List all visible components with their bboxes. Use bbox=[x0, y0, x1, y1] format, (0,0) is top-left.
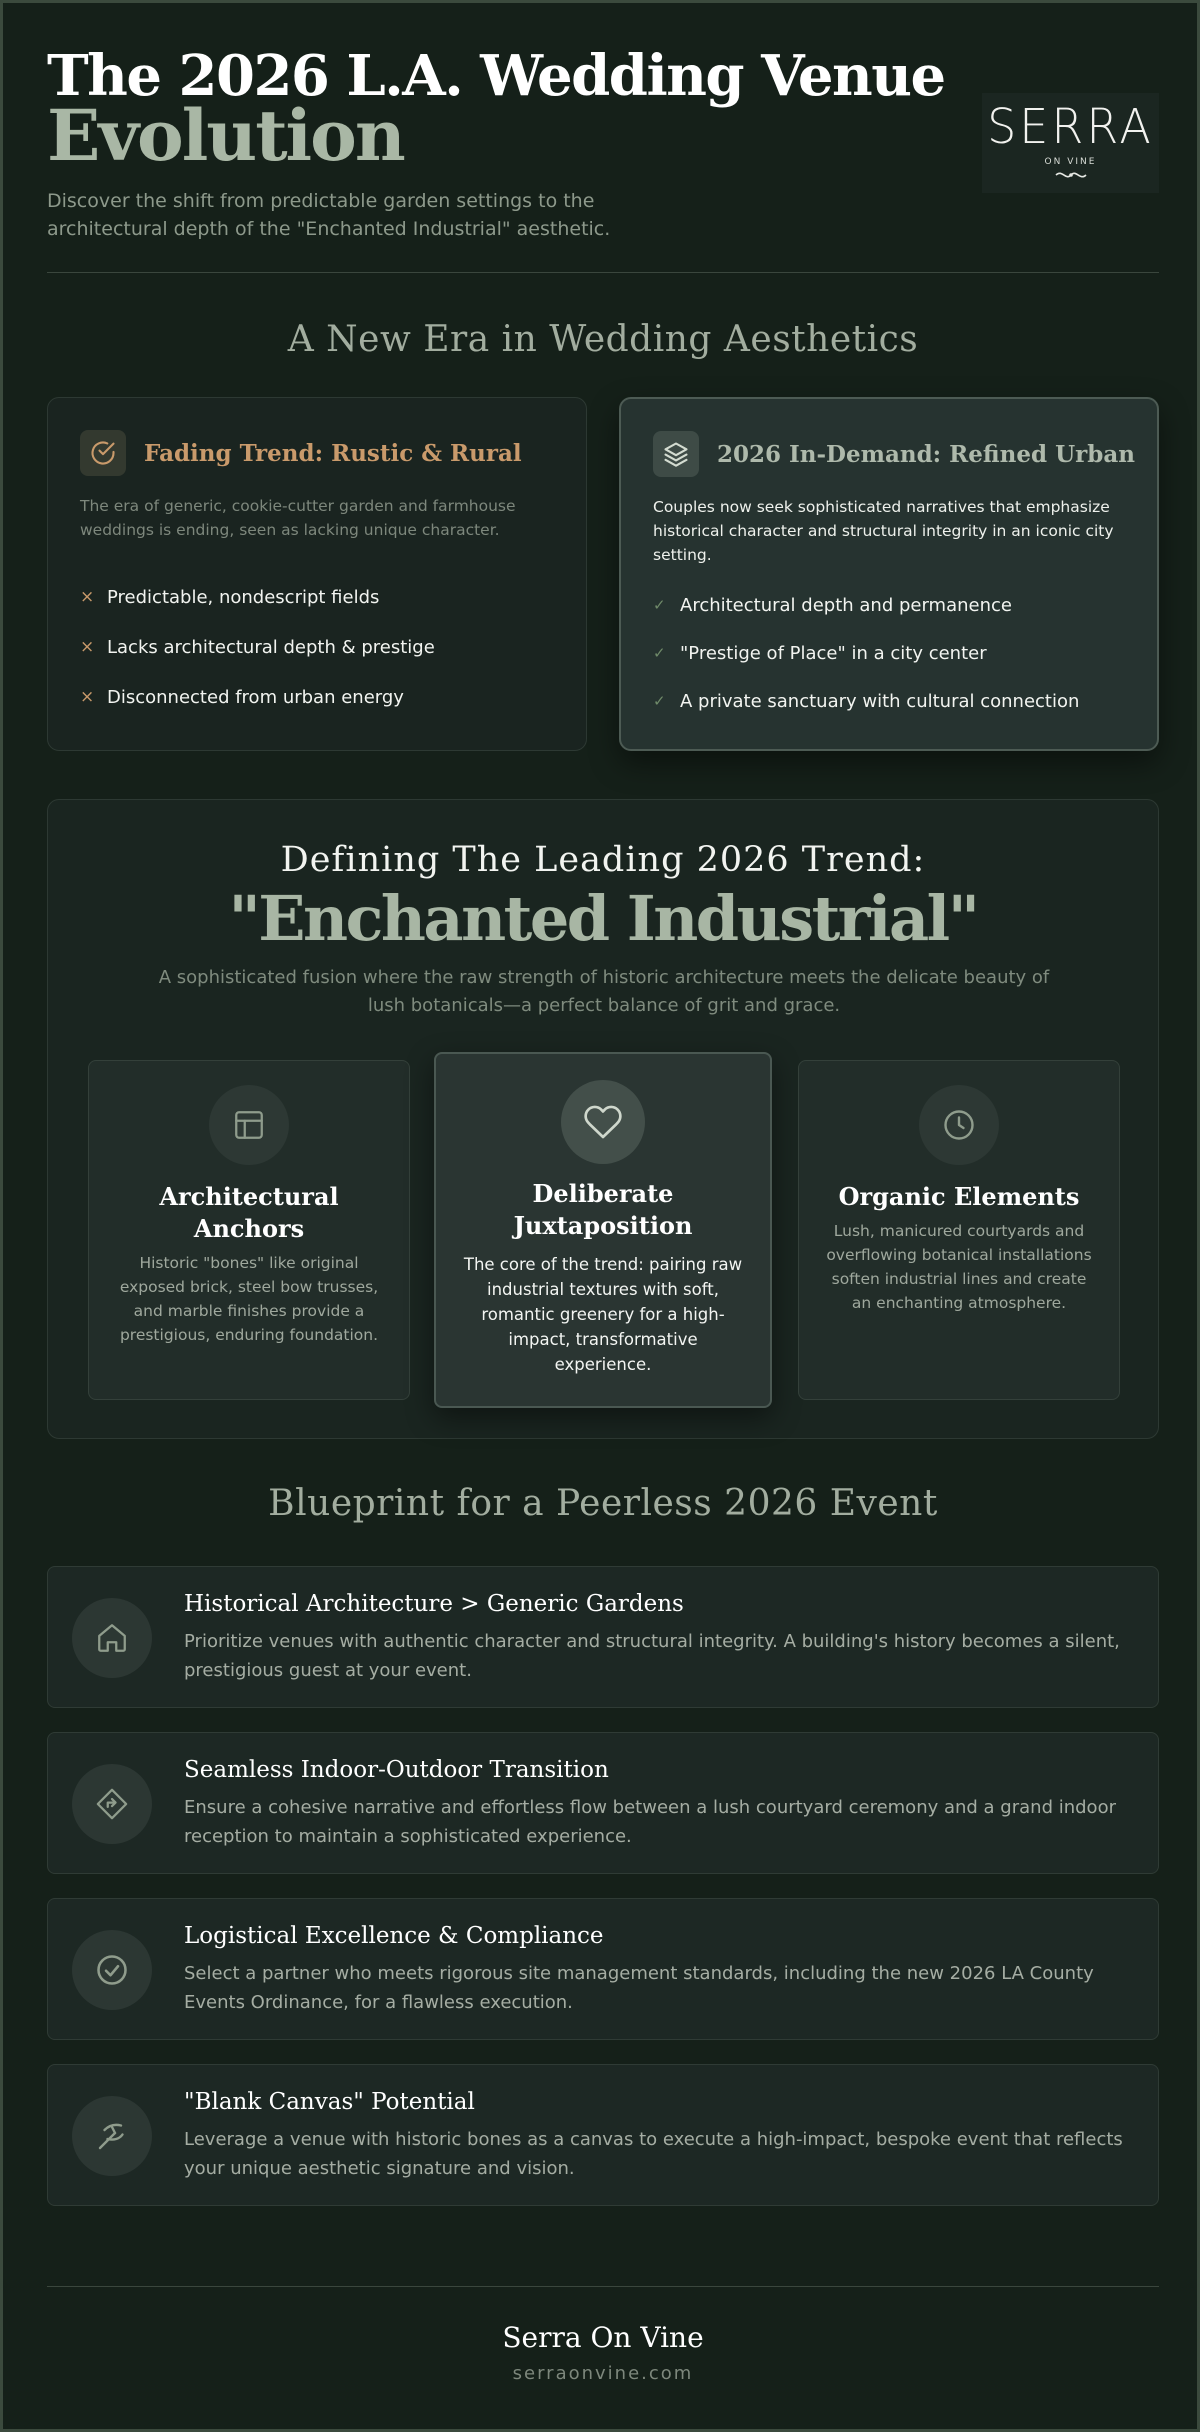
blueprint-item-description: Prioritize venues with authentic character and structural integrity. A building's history becomes a silent, prestigious guest at your event. bbox=[184, 1631, 1120, 1681]
enchanted-industrial-panel bbox=[47, 799, 1159, 1439]
x-icon: × bbox=[80, 637, 95, 657]
urban-trend-card bbox=[619, 397, 1159, 751]
list-item: × Lacks architectural depth & prestige bbox=[80, 636, 435, 658]
list-item: ✓ A private sanctuary with cultural connection bbox=[653, 690, 1080, 712]
logo-wordmark: SERRA bbox=[987, 97, 1154, 155]
urban-trend-description: Couples now seek sophisticated narratives that emphasize historical character and structural integrity in an iconic city setting. bbox=[653, 498, 1114, 564]
urban-trend-list bbox=[653, 581, 1079, 725]
check-circle-icon bbox=[80, 430, 126, 476]
blueprint-section-title: Blueprint for a Peerless 2026 Event bbox=[268, 1483, 938, 1524]
list-item: × Predictable, nondescript fields bbox=[80, 586, 380, 608]
trend-title: "Enchanted Industrial" bbox=[228, 882, 978, 955]
directions-icon bbox=[72, 1764, 152, 1844]
serra-logo bbox=[982, 93, 1159, 193]
divider bbox=[47, 2286, 1159, 2287]
feature-title: Organic Elements bbox=[838, 1182, 1080, 1211]
feature-card-organic bbox=[798, 1060, 1120, 1400]
feature-card-juxtaposition bbox=[434, 1052, 772, 1408]
check-circle-icon bbox=[72, 1930, 152, 2010]
logo-subtext: ON VINE bbox=[1044, 157, 1097, 167]
infographic-page bbox=[3, 3, 1197, 2429]
blueprint-item-description: Leverage a venue with historic bones as a canvas to execute a high-impact, bespoke event that reflects your unique aesthetic signature and vision. bbox=[184, 2129, 1123, 2179]
blueprint-item bbox=[47, 1566, 1159, 1708]
blueprint-item-description: Select a partner who meets rigorous site management standards, including the new 2026 LA County Events Ordinance, for a flawless execution. bbox=[184, 1963, 1094, 2013]
check-icon: ✓ bbox=[653, 596, 666, 614]
header bbox=[47, 41, 1159, 275]
layout-icon bbox=[209, 1085, 289, 1165]
list-item: ✓ "Prestige of Place" in a city center bbox=[653, 642, 987, 664]
blueprint-item-title: Seamless Indoor-Outdoor Transition bbox=[184, 1757, 609, 1783]
blueprint-item bbox=[47, 1732, 1159, 1874]
trend-kicker: Defining The Leading 2026 Trend: bbox=[280, 840, 926, 880]
blueprint-item-title: "Blank Canvas" Potential bbox=[184, 2089, 475, 2115]
list-item: × Disconnected from urban energy bbox=[80, 686, 404, 708]
fading-trend-card bbox=[47, 397, 587, 751]
footer-brand-name: Serra On Vine bbox=[502, 2321, 704, 2354]
trend-description: A sophisticated fusion where the raw strength of historic architecture meets the delicate beauty of lush botanicals—a perfect balance of grit and grace. bbox=[158, 967, 1050, 1016]
feature-card-architectural bbox=[88, 1060, 410, 1400]
blueprint-item-description: Ensure a cohesive narrative and effortless flow between a lush courtyard ceremony and a grand indoor reception to maintain a sophisticated experience. bbox=[184, 1797, 1116, 1847]
feather-icon bbox=[72, 2096, 152, 2176]
feature-description: Lush, manicured courtyards and overflowing botanical installations soften industrial lines and create an enchanting atmosphere. bbox=[826, 1222, 1092, 1312]
footer-website: serraonvine.com bbox=[512, 2363, 694, 2384]
flourish-icon bbox=[1054, 169, 1088, 181]
fading-trend-list bbox=[80, 572, 435, 722]
home-icon bbox=[72, 1598, 152, 1678]
page-title-line2: Evolution bbox=[47, 94, 404, 177]
layers-icon bbox=[653, 431, 699, 477]
page-title-line1: The 2026 L.A. Wedding Venue bbox=[47, 43, 945, 109]
x-icon: × bbox=[80, 687, 95, 707]
feature-title: Deliberate Juxtaposition bbox=[513, 1179, 693, 1240]
heart-icon bbox=[561, 1080, 645, 1164]
feature-description: The core of the trend: pairing raw industrial textures with soft, romantic greenery for a high-impact, transformative experience. bbox=[463, 1255, 743, 1374]
page-subtitle: Discover the shift from predictable garden settings to the architectural depth of the "Enchanted Industrial" aesthetic. bbox=[47, 190, 611, 240]
fading-trend-description: The era of generic, cookie-cutter garden and farmhouse weddings is ending, seen as lacking unique character. bbox=[80, 497, 516, 539]
feature-description: Historic "bones" like original exposed brick, steel bow trusses, and marble finishes provide a prestigious, enduring foundation. bbox=[119, 1254, 379, 1344]
check-icon: ✓ bbox=[653, 644, 666, 662]
blueprint-item-title: Historical Architecture > Generic Gardens bbox=[184, 1591, 684, 1617]
era-section-title: A New Era in Wedding Aesthetics bbox=[287, 319, 919, 360]
fading-trend-title: Fading Trend: Rustic & Rural bbox=[144, 439, 522, 467]
divider bbox=[47, 272, 1159, 273]
check-icon: ✓ bbox=[653, 692, 666, 710]
x-icon: × bbox=[80, 587, 95, 607]
blueprint-item-title: Logistical Excellence & Compliance bbox=[184, 1923, 604, 1949]
clock-icon bbox=[919, 1085, 999, 1165]
list-item: ✓ Architectural depth and permanence bbox=[653, 594, 1012, 616]
urban-trend-title: 2026 In-Demand: Refined Urban bbox=[717, 440, 1135, 468]
blueprint-item bbox=[47, 2064, 1159, 2206]
blueprint-item bbox=[47, 1898, 1159, 2040]
feature-title: Architectural Anchors bbox=[159, 1182, 339, 1243]
